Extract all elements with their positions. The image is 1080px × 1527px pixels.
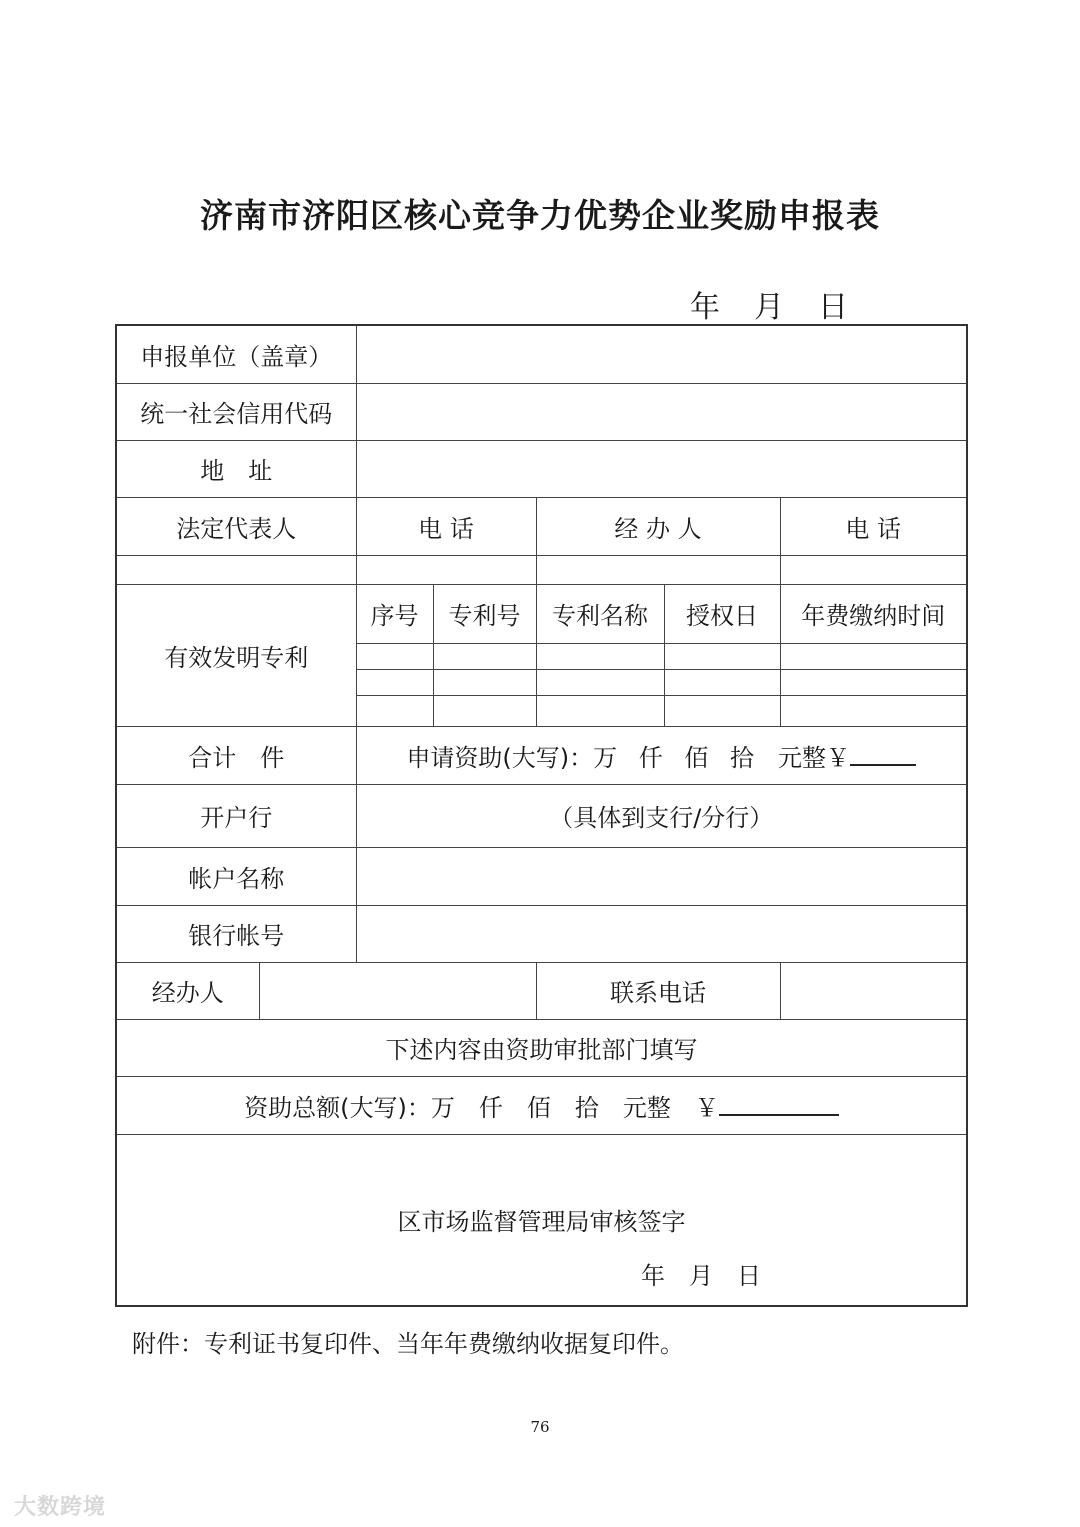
patent-cell[interactable]	[664, 643, 780, 669]
phone-label-1: 电 话	[356, 497, 536, 555]
credit-code-field[interactable]	[356, 383, 967, 440]
patent-header-fee-time: 年费缴纳时间	[780, 584, 967, 643]
handler-label-2: 经办人	[116, 962, 259, 1019]
patent-cell[interactable]	[356, 695, 433, 726]
patent-cell[interactable]	[536, 695, 664, 726]
review-signature-label: 区市场监督管理局审核签字	[397, 1208, 686, 1237]
page-number: 76	[530, 1418, 550, 1436]
form-title: 济南市济阳区核心竞争力优势企业奖励申报表	[200, 196, 880, 235]
patent-header-name: 专利名称	[536, 584, 664, 643]
account-name-field[interactable]	[356, 847, 967, 905]
phone-label-2: 电 话	[780, 497, 967, 555]
funding-request-cell[interactable]	[356, 726, 967, 784]
patent-cell[interactable]	[664, 669, 780, 695]
header-date: 年 月 日	[690, 290, 850, 325]
patent-cell[interactable]	[780, 643, 967, 669]
legal-rep-label: 法定代表人	[116, 497, 356, 555]
address-label: 地 址	[116, 440, 356, 497]
patent-cell[interactable]	[433, 643, 536, 669]
patent-cell[interactable]	[664, 695, 780, 726]
application-form-table	[115, 324, 968, 1307]
patent-header-grant-date: 授权日	[664, 584, 780, 643]
account-name-label: 帐户名称	[116, 847, 356, 905]
review-date: 年 月 日	[641, 1262, 761, 1290]
contact-phone-field[interactable]	[780, 962, 967, 1019]
patent-cell[interactable]	[780, 669, 967, 695]
attachment-note: 附件：专利证书复印件、当年年费缴纳收据复印件。	[132, 1330, 684, 1358]
phone-field-2[interactable]	[780, 555, 967, 584]
review-signature-cell[interactable]	[116, 1134, 967, 1306]
phone-field-1[interactable]	[356, 555, 536, 584]
funding-total-text: 资助总额(大写)：万 仟 佰 拾 元整 ￥	[244, 1093, 719, 1122]
account-number-label: 银行帐号	[116, 905, 356, 962]
address-field[interactable]	[356, 440, 967, 497]
total-count-label: 合计 件	[116, 726, 356, 784]
patent-cell[interactable]	[356, 643, 433, 669]
approval-section-header: 下述内容由资助审批部门填写	[116, 1019, 967, 1076]
patent-cell[interactable]	[780, 695, 967, 726]
funding-request-text: 申请资助(大写)：万 仟 佰 拾 元整￥	[406, 743, 851, 772]
account-number-field[interactable]	[356, 905, 967, 962]
bank-label: 开户行	[116, 784, 356, 847]
credit-code-label: 统一社会信用代码	[116, 383, 356, 440]
funding-total-cell[interactable]	[116, 1076, 967, 1134]
watermark-logo: 大数跨境	[14, 1495, 107, 1520]
applicant-field[interactable]	[356, 325, 967, 383]
funding-request-amount-line[interactable]	[850, 742, 916, 766]
patent-header-number: 专利号	[433, 584, 536, 643]
patent-cell[interactable]	[536, 669, 664, 695]
patent-label: 有效发明专利	[116, 584, 356, 726]
contact-phone-label: 联系电话	[536, 962, 780, 1019]
applicant-label: 申报单位（盖章）	[116, 325, 356, 383]
handler-label-1: 经 办 人	[536, 497, 780, 555]
patent-header-index: 序号	[356, 584, 433, 643]
handler-field-2[interactable]	[259, 962, 536, 1019]
patent-cell[interactable]	[433, 695, 536, 726]
bank-hint[interactable]: （具体到支行/分行）	[356, 784, 967, 847]
funding-total-amount-line[interactable]	[719, 1092, 839, 1116]
patent-cell[interactable]	[536, 643, 664, 669]
patent-cell[interactable]	[433, 669, 536, 695]
handler-field-1[interactable]	[536, 555, 780, 584]
patent-cell[interactable]	[356, 669, 433, 695]
legal-rep-field[interactable]	[116, 555, 356, 584]
